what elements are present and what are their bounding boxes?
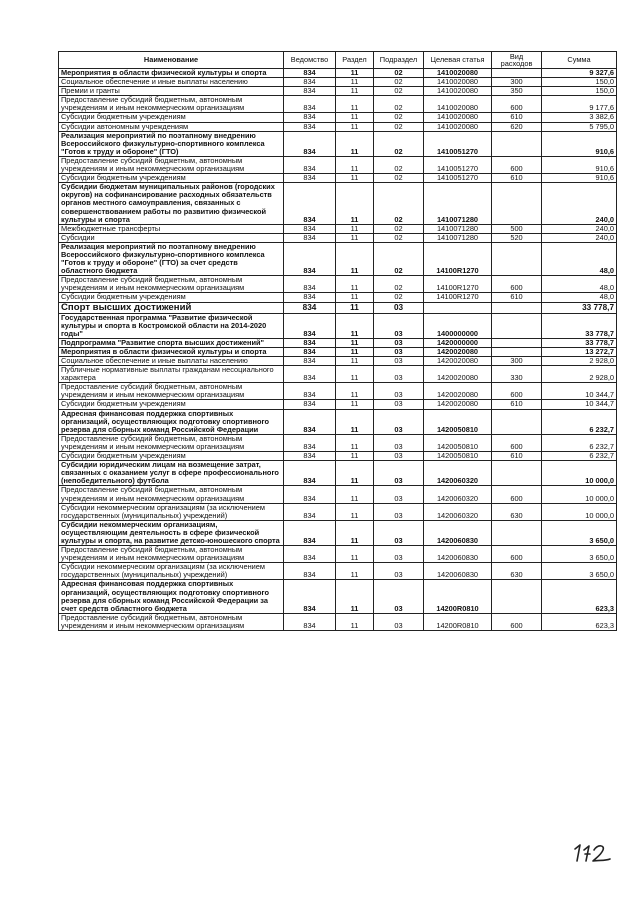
cell-razdel: 11 [336, 434, 374, 451]
cell-razdel: 11 [336, 131, 374, 156]
cell-podrazdel: 02 [374, 122, 424, 131]
cell-podrazdel: 02 [374, 87, 424, 96]
header-expense-type: Вид расходов [492, 52, 542, 69]
cell-sum: 240,0 [542, 183, 617, 224]
table-row [59, 96, 617, 113]
cell-razdel: 11 [336, 122, 374, 131]
cell-podrazdel: 03 [374, 452, 424, 461]
cell-name: Мероприятия в области физической культуры и спорта [59, 69, 284, 78]
cell-name: Реализация мероприятий по поэтапному внедрению Всероссийского физкультурно-спортивного комплекса "Готов к труду и обороне" (ГТО) [59, 131, 284, 156]
cell-sum: 33 778,7 [542, 313, 617, 338]
table-row [59, 434, 617, 451]
cell-name: Социальное обеспечение и иные выплаты населению [59, 78, 284, 87]
cell-vedomstvo: 834 [284, 87, 336, 96]
cell-podrazdel: 03 [374, 613, 424, 630]
cell-name: Субсидии бюджетным учреждениям [59, 293, 284, 302]
cell-target-article: 1420020080 [424, 357, 492, 366]
cell-name: Предоставление субсидий бюджетным, автономным учреждениям и иным некоммерческим организациям [59, 434, 284, 451]
table-row [59, 69, 617, 78]
cell-name: Предоставление субсидий бюджетным, автономным учреждениям и иным некоммерческим организациям [59, 383, 284, 400]
table-row [59, 400, 617, 409]
cell-podrazdel: 02 [374, 293, 424, 302]
table-row [59, 347, 617, 356]
cell-vedomstvo: 834 [284, 520, 336, 545]
cell-vedomstvo: 834 [284, 347, 336, 356]
cell-razdel: 11 [336, 242, 374, 275]
cell-expense-type: 330 [492, 366, 542, 383]
cell-name: Субсидии бюджетным учреждениям [59, 452, 284, 461]
cell-target-article: 1400000000 [424, 313, 492, 338]
budget-table [58, 51, 617, 631]
cell-vedomstvo: 834 [284, 122, 336, 131]
cell-name: Предоставление субсидий бюджетным, автономным учреждениям и иным некоммерческим организациям [59, 613, 284, 630]
cell-expense-type: 600 [492, 383, 542, 400]
cell-vedomstvo: 834 [284, 293, 336, 302]
cell-sum: 910,6 [542, 174, 617, 183]
table-row [59, 276, 617, 293]
cell-target-article: 1420060320 [424, 486, 492, 503]
cell-expense-type: 610 [492, 174, 542, 183]
table-header-row [59, 52, 617, 69]
cell-target-article: 1420060830 [424, 563, 492, 580]
table-row [59, 87, 617, 96]
cell-target-article: 1420020080 [424, 366, 492, 383]
cell-name: Субсидии некоммерческим организациям, осуществляющим деятельность в сфере физической культуры и спорта, на развитие детско-юношеского спорта [59, 520, 284, 545]
cell-razdel: 11 [336, 174, 374, 183]
table-row [59, 366, 617, 383]
cell-sum: 910,6 [542, 131, 617, 156]
cell-vedomstvo: 834 [284, 366, 336, 383]
table-row [59, 131, 617, 156]
table-body [59, 69, 617, 631]
cell-vedomstvo: 834 [284, 452, 336, 461]
cell-expense-type [492, 302, 542, 313]
cell-podrazdel: 03 [374, 366, 424, 383]
cell-razdel: 11 [336, 400, 374, 409]
cell-razdel: 11 [336, 461, 374, 486]
cell-vedomstvo: 834 [284, 486, 336, 503]
cell-vedomstvo: 834 [284, 409, 336, 434]
cell-target-article: 1410051270 [424, 156, 492, 173]
cell-target-article: 1420060320 [424, 503, 492, 520]
cell-name: Субсидии бюджетным учреждениям [59, 400, 284, 409]
cell-target-article: 1410020080 [424, 113, 492, 122]
cell-razdel: 11 [336, 520, 374, 545]
cell-vedomstvo: 834 [284, 242, 336, 275]
cell-razdel: 11 [336, 347, 374, 356]
cell-sum: 6 232,7 [542, 434, 617, 451]
table-row [59, 452, 617, 461]
table-row [59, 383, 617, 400]
cell-podrazdel: 02 [374, 224, 424, 233]
cell-vedomstvo: 834 [284, 503, 336, 520]
cell-name: Социальное обеспечение и иные выплаты населению [59, 357, 284, 366]
header-vedomstvo: Ведомство [284, 52, 336, 69]
cell-podrazdel: 03 [374, 409, 424, 434]
cell-target-article: 1420020080 [424, 400, 492, 409]
cell-target-article: 14200R0810 [424, 580, 492, 613]
cell-expense-type: 610 [492, 293, 542, 302]
cell-vedomstvo: 834 [284, 78, 336, 87]
cell-razdel: 11 [336, 78, 374, 87]
cell-name: Спорт высших достижений [59, 302, 284, 313]
cell-razdel: 11 [336, 357, 374, 366]
cell-name: Субсидии автономным учреждениям [59, 122, 284, 131]
cell-sum: 48,0 [542, 276, 617, 293]
cell-podrazdel: 02 [374, 131, 424, 156]
table-row [59, 113, 617, 122]
cell-sum: 13 272,7 [542, 347, 617, 356]
cell-sum: 33 778,7 [542, 338, 617, 347]
cell-razdel: 11 [336, 276, 374, 293]
table-row [59, 613, 617, 630]
cell-razdel: 11 [336, 338, 374, 347]
cell-podrazdel: 03 [374, 347, 424, 356]
cell-sum: 3 650,0 [542, 563, 617, 580]
table-row [59, 580, 617, 613]
cell-expense-type: 600 [492, 434, 542, 451]
cell-name: Мероприятия в области физической культуры и спорта [59, 347, 284, 356]
cell-target-article: 1420050810 [424, 409, 492, 434]
cell-razdel: 11 [336, 563, 374, 580]
cell-razdel: 11 [336, 613, 374, 630]
cell-podrazdel: 03 [374, 580, 424, 613]
cell-expense-type: 300 [492, 78, 542, 87]
cell-name: Субсидии [59, 233, 284, 242]
cell-name: Предоставление субсидий бюджетным, автономным учреждениям и иным некоммерческим организациям [59, 156, 284, 173]
cell-name: Предоставление субсидий бюджетным, автономным учреждениям и иным некоммерческим организациям [59, 486, 284, 503]
cell-name: Адресная финансовая поддержка спортивных организаций, осуществляющих подготовку спортивного резерва для сборных команд Российской Федерации за счет средств областного бюджета [59, 580, 284, 613]
cell-vedomstvo: 834 [284, 313, 336, 338]
cell-razdel: 11 [336, 113, 374, 122]
cell-podrazdel: 02 [374, 113, 424, 122]
cell-sum: 10 000,0 [542, 461, 617, 486]
cell-podrazdel: 03 [374, 461, 424, 486]
table-row [59, 233, 617, 242]
cell-sum: 623,3 [542, 613, 617, 630]
table-row [59, 224, 617, 233]
cell-podrazdel: 02 [374, 233, 424, 242]
cell-razdel: 11 [336, 293, 374, 302]
table-row [59, 313, 617, 338]
cell-podrazdel: 03 [374, 313, 424, 338]
cell-expense-type [492, 409, 542, 434]
header-razdel: Раздел [336, 52, 374, 69]
table-row [59, 122, 617, 131]
cell-vedomstvo: 834 [284, 131, 336, 156]
cell-podrazdel: 03 [374, 383, 424, 400]
cell-expense-type: 610 [492, 452, 542, 461]
cell-expense-type [492, 520, 542, 545]
cell-vedomstvo: 834 [284, 183, 336, 224]
header-name: Наименование [59, 52, 284, 69]
cell-razdel: 11 [336, 156, 374, 173]
cell-expense-type: 600 [492, 96, 542, 113]
cell-podrazdel: 02 [374, 174, 424, 183]
cell-target-article: 1420050810 [424, 434, 492, 451]
table-row [59, 520, 617, 545]
cell-name: Предоставление субсидий бюджетным, автономным учреждениям и иным некоммерческим организациям [59, 276, 284, 293]
cell-target-article: 14100R1270 [424, 242, 492, 275]
cell-vedomstvo: 834 [284, 434, 336, 451]
cell-razdel: 11 [336, 96, 374, 113]
cell-vedomstvo: 834 [284, 156, 336, 173]
cell-name: Предоставление субсидий бюджетным, автономным учреждениям и иным некоммерческим организациям [59, 546, 284, 563]
table-row [59, 183, 617, 224]
cell-target-article: 1420050810 [424, 452, 492, 461]
table-row [59, 302, 617, 313]
cell-expense-type: 600 [492, 156, 542, 173]
cell-expense-type [492, 313, 542, 338]
cell-sum: 3 650,0 [542, 520, 617, 545]
cell-target-article: 1410020080 [424, 96, 492, 113]
cell-target-article: 1420060320 [424, 461, 492, 486]
cell-razdel: 11 [336, 580, 374, 613]
cell-sum: 240,0 [542, 224, 617, 233]
cell-vedomstvo: 834 [284, 224, 336, 233]
table-row [59, 293, 617, 302]
cell-vedomstvo: 834 [284, 113, 336, 122]
cell-expense-type [492, 69, 542, 78]
cell-sum: 2 928,0 [542, 366, 617, 383]
cell-vedomstvo: 834 [284, 276, 336, 293]
table-row [59, 503, 617, 520]
cell-podrazdel: 02 [374, 96, 424, 113]
cell-podrazdel: 02 [374, 78, 424, 87]
cell-razdel: 11 [336, 486, 374, 503]
cell-sum: 910,6 [542, 156, 617, 173]
cell-sum: 48,0 [542, 242, 617, 275]
cell-expense-type: 610 [492, 400, 542, 409]
cell-sum: 240,0 [542, 233, 617, 242]
cell-expense-type [492, 183, 542, 224]
cell-podrazdel: 02 [374, 276, 424, 293]
cell-sum: 33 778,7 [542, 302, 617, 313]
budget-sheet [58, 51, 616, 631]
cell-razdel: 11 [336, 302, 374, 313]
cell-sum: 48,0 [542, 293, 617, 302]
cell-razdel: 11 [336, 383, 374, 400]
cell-vedomstvo: 834 [284, 613, 336, 630]
cell-podrazdel: 03 [374, 520, 424, 545]
cell-name: Субсидии некоммерческим организациям (за исключением государственных (муниципальных) учреждений) [59, 563, 284, 580]
cell-razdel: 11 [336, 224, 374, 233]
header-sum: Сумма [542, 52, 617, 69]
cell-target-article: 1410020080 [424, 69, 492, 78]
cell-podrazdel: 03 [374, 357, 424, 366]
cell-sum: 150,0 [542, 78, 617, 87]
cell-vedomstvo: 834 [284, 174, 336, 183]
cell-vedomstvo: 834 [284, 383, 336, 400]
cell-name: Реализация мероприятий по поэтапному внедрению Всероссийского физкультурно-спортивного комплекса "Готов к труду и обороне" (ГТО) за счет средств областного бюджета [59, 242, 284, 275]
cell-target-article: 1420020080 [424, 347, 492, 356]
cell-expense-type [492, 347, 542, 356]
cell-sum: 10 344,7 [542, 383, 617, 400]
cell-sum: 2 928,0 [542, 357, 617, 366]
cell-razdel: 11 [336, 452, 374, 461]
cell-podrazdel: 03 [374, 486, 424, 503]
cell-razdel: 11 [336, 366, 374, 383]
cell-vedomstvo: 834 [284, 302, 336, 313]
cell-name: Подпрограмма "Развитие спорта высших достижений" [59, 338, 284, 347]
cell-vedomstvo: 834 [284, 69, 336, 78]
cell-expense-type [492, 242, 542, 275]
cell-podrazdel: 02 [374, 156, 424, 173]
cell-target-article: 1410071280 [424, 224, 492, 233]
cell-vedomstvo: 834 [284, 96, 336, 113]
cell-target-article: 1410071280 [424, 183, 492, 224]
cell-expense-type: 600 [492, 276, 542, 293]
cell-sum: 6 232,7 [542, 409, 617, 434]
cell-target-article: 1410071280 [424, 233, 492, 242]
cell-razdel: 11 [336, 409, 374, 434]
cell-podrazdel: 03 [374, 302, 424, 313]
cell-podrazdel: 03 [374, 503, 424, 520]
cell-sum: 10 000,0 [542, 486, 617, 503]
cell-expense-type [492, 131, 542, 156]
cell-vedomstvo: 834 [284, 546, 336, 563]
table-row [59, 563, 617, 580]
table-row [59, 461, 617, 486]
cell-target-article: 1410051270 [424, 174, 492, 183]
cell-expense-type: 300 [492, 357, 542, 366]
table-row [59, 174, 617, 183]
cell-name: Субсидии бюджетам муниципальных районов (городских округов) на софинансирование расходных обязательств органов местного самоуправления, связанных с совершенствованием работы по развитию физической культуры и спорта [59, 183, 284, 224]
cell-target-article: 1410020080 [424, 87, 492, 96]
cell-expense-type [492, 461, 542, 486]
cell-podrazdel: 03 [374, 400, 424, 409]
cell-name: Субсидии бюджетным учреждениям [59, 174, 284, 183]
cell-razdel: 11 [336, 87, 374, 96]
cell-podrazdel: 03 [374, 563, 424, 580]
cell-vedomstvo: 834 [284, 233, 336, 242]
table-row [59, 242, 617, 275]
cell-target-article: 14100R1270 [424, 293, 492, 302]
cell-razdel: 11 [336, 313, 374, 338]
cell-expense-type: 520 [492, 233, 542, 242]
cell-sum: 5 795,0 [542, 122, 617, 131]
cell-sum: 10 000,0 [542, 503, 617, 520]
cell-expense-type [492, 580, 542, 613]
cell-expense-type: 630 [492, 563, 542, 580]
cell-podrazdel: 03 [374, 434, 424, 451]
cell-sum: 9 327,6 [542, 69, 617, 78]
table-row [59, 486, 617, 503]
table-row [59, 409, 617, 434]
cell-name: Субсидии бюджетным учреждениям [59, 113, 284, 122]
cell-name: Предоставление субсидий бюджетным, автономным учреждениям и иным некоммерческим организациям [59, 96, 284, 113]
cell-name: Межбюджетные трансферты [59, 224, 284, 233]
cell-podrazdel: 02 [374, 242, 424, 275]
cell-name: Субсидии юридическим лицам на возмещение затрат, связанных с оказанием услуг в сфере профессионального (непобедительного) футбола [59, 461, 284, 486]
cell-target-article: 1410020080 [424, 122, 492, 131]
cell-vedomstvo: 834 [284, 400, 336, 409]
cell-podrazdel: 02 [374, 183, 424, 224]
cell-expense-type: 350 [492, 87, 542, 96]
table-row [59, 78, 617, 87]
table-row [59, 546, 617, 563]
cell-sum: 6 232,7 [542, 452, 617, 461]
cell-expense-type: 600 [492, 613, 542, 630]
cell-name: Государственная программа "Развитие физической культуры и спорта в Костромской области на 2014-2020 годы" [59, 313, 284, 338]
header-podrazdel: Подраздел [374, 52, 424, 69]
table-row [59, 357, 617, 366]
cell-vedomstvo: 834 [284, 563, 336, 580]
cell-expense-type: 500 [492, 224, 542, 233]
cell-podrazdel: 02 [374, 69, 424, 78]
cell-target-article: 14200R0810 [424, 613, 492, 630]
cell-expense-type: 600 [492, 486, 542, 503]
cell-vedomstvo: 834 [284, 580, 336, 613]
cell-target-article: 1420060830 [424, 546, 492, 563]
table-row [59, 338, 617, 347]
cell-name: Публичные нормативные выплаты гражданам несоциального характера [59, 366, 284, 383]
cell-sum: 10 344,7 [542, 400, 617, 409]
cell-target-article: 1410020080 [424, 78, 492, 87]
cell-expense-type: 620 [492, 122, 542, 131]
cell-razdel: 11 [336, 233, 374, 242]
cell-vedomstvo: 834 [284, 461, 336, 486]
cell-sum: 3 382,6 [542, 113, 617, 122]
page-number-handwritten [572, 840, 616, 864]
cell-target-article [424, 302, 492, 313]
cell-sum: 623,3 [542, 580, 617, 613]
cell-target-article: 1420060830 [424, 520, 492, 545]
cell-podrazdel: 03 [374, 338, 424, 347]
cell-razdel: 11 [336, 546, 374, 563]
cell-razdel: 11 [336, 503, 374, 520]
cell-vedomstvo: 834 [284, 338, 336, 347]
cell-target-article: 1420020080 [424, 383, 492, 400]
header-target-article: Целевая статья [424, 52, 492, 69]
cell-sum: 9 177,6 [542, 96, 617, 113]
cell-razdel: 11 [336, 183, 374, 224]
cell-sum: 150,0 [542, 87, 617, 96]
cell-razdel: 11 [336, 69, 374, 78]
cell-target-article: 1420000000 [424, 338, 492, 347]
cell-vedomstvo: 834 [284, 357, 336, 366]
cell-podrazdel: 03 [374, 546, 424, 563]
cell-expense-type [492, 338, 542, 347]
table-row [59, 156, 617, 173]
cell-target-article: 14100R1270 [424, 276, 492, 293]
cell-sum: 3 650,0 [542, 546, 617, 563]
cell-name: Адресная финансовая поддержка спортивных организаций, осуществляющих подготовку спортивного резерва для сборных команд Российской Федерации [59, 409, 284, 434]
cell-expense-type: 610 [492, 113, 542, 122]
cell-name: Премии и гранты [59, 87, 284, 96]
cell-expense-type: 600 [492, 546, 542, 563]
cell-expense-type: 630 [492, 503, 542, 520]
cell-name: Субсидии некоммерческим организациям (за исключением государственных (муниципальных) учреждений) [59, 503, 284, 520]
cell-target-article: 1410051270 [424, 131, 492, 156]
